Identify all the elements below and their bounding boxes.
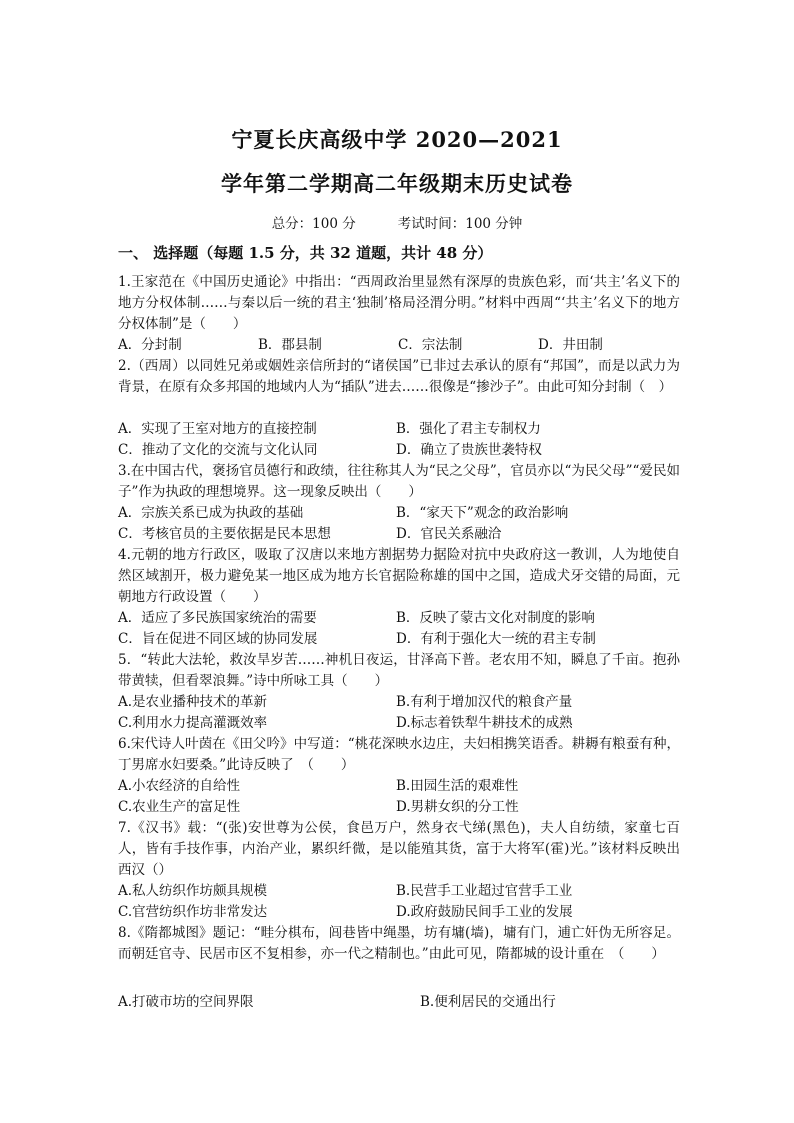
question-1: 1.王家范在《中国历史通论》中指出：“西周政治里显然有深厚的贵族色彩，而‘共主’名义下的地方分权体制……与秦以后一统的君主‘独制’格局泾渭分明。”材料中西周“‘共主’名义下的地方分权体制”是（ ）	[118, 274, 680, 332]
option-b: B．反映了蒙古文化对制度的影响	[396, 610, 595, 626]
option-b: B．强化了君主专制权力	[396, 421, 541, 437]
exam-time: 考试时间：100 分钟	[397, 216, 523, 232]
question-4-options	[118, 608, 680, 650]
question-2: 2.（西周）以同姓兄弟或姻姓亲信所封的“诸侯国”已非过去承认的原有“邦国”，而是以武力为背景，在原有众多邦国的地域内人为“插队”进去……很像是“掺沙子”。由此可知分封制（ ）	[118, 358, 680, 395]
question-2-options	[118, 419, 680, 461]
exam-title-line1: 宁夏长庆高级中学 2020—2021	[231, 127, 563, 152]
option-c: C．宗法制	[398, 337, 463, 353]
option-c: C．推动了文化的交流与文化认同	[118, 442, 318, 458]
exam-title-line2: 学年第二学期高二年级期末历史试卷	[221, 171, 573, 196]
question-6-options	[118, 776, 680, 818]
option-b: B.田园生活的艰难性	[396, 778, 519, 794]
option-b: B．郡县制	[258, 337, 322, 353]
option-b: B.民营手工业超过官营手工业	[396, 883, 573, 899]
question-5: 5．“转此大法轮，救汝旱岁苦……神机日夜运，甘泽高下普。老农用不知，瞬息了千亩。抱孙带黄犊，但看翠浪舞。”诗中所咏工具（ ）	[118, 652, 680, 689]
option-d: D．井田制	[538, 337, 603, 353]
option-c: C．旨在促进不同区域的协同发展	[118, 631, 318, 647]
total-score: 总分：100 分	[271, 216, 356, 232]
question-8: 8.《隋都城图》题记：“畦分棋布，闾巷皆中绳墨，坊有墉(墙)，墉有门，逋亡奸伪无所容足。而朝廷官寺、民居市区不复相参，亦一代之精制也。”由此可见，隋都城的设计重在 （ ）	[118, 925, 680, 962]
option-b: B.便利居民的交通出行	[420, 994, 556, 1010]
option-a: A.打破市坊的空间界限	[118, 994, 254, 1010]
option-b: B．“家天下”观念的政治影响	[396, 505, 569, 521]
option-c: C.官营纺织作坊非常发达	[118, 904, 268, 920]
option-b: B.有利于增加汉代的粮食产量	[396, 694, 573, 710]
option-d: D．有利于强化大一统的君主专制	[396, 631, 596, 647]
question-7: 7.《汉书》载：“(张)安世尊为公侯，食邑万户，然身衣弋绨(黑色)，夫人自纺绩，家童七百人，皆有手技作事，内治产业，累织纤微，是以能殖其货，富于大将军(霍)光。”该材料反映出西汉（）	[118, 820, 680, 878]
option-d: D．确立了贵族世袭特权	[396, 442, 542, 458]
question-1-options	[118, 335, 680, 356]
question-7-options	[118, 881, 680, 923]
question-3-options	[118, 503, 680, 545]
option-d: D.男耕女织的分工性	[396, 799, 519, 815]
question-8-options	[118, 992, 680, 1013]
question-4: 4.元朝的地方行政区，吸取了汉唐以来地方割据势力据险对抗中央政府这一教训，人为地使自然区域割开，极力避免某一地区成为地方长官据险称雄的国中之国，造成犬牙交错的局面，元朝地方行政设置（ ）	[118, 547, 680, 605]
option-d: D.政府鼓励民间手工业的发展	[396, 904, 573, 920]
option-a: A．宗族关系已成为执政的基础	[118, 505, 304, 521]
option-c: C.农业生产的富足性	[118, 799, 241, 815]
option-a: A.私人纺织作坊颇具规模	[118, 883, 268, 899]
option-a: A．实现了王室对地方的直接控制	[118, 421, 317, 437]
question-6: 6.宋代诗人叶茵在《田父吟》中写道：“桃花深映水边庄，夫妇相携笑语香。耕耨有粮蚕有种，丁男席水妇要桑。”此诗反映了 （ ）	[118, 736, 680, 773]
question-5-options	[118, 692, 680, 734]
option-a: A．适应了多民族国家统治的需要	[118, 610, 317, 626]
exam-meta	[0, 212, 794, 232]
option-d: D.标志着铁犁牛耕技术的成熟	[396, 715, 573, 731]
option-a: A．分封制	[118, 337, 182, 353]
option-d: D．官民关系融洽	[396, 526, 502, 542]
option-c: C．考核官员的主要依据是民本思想	[118, 526, 331, 542]
option-a: A.是农业播种技术的革新	[118, 694, 268, 710]
section-title: 一、 选择题（每题 1.5 分，共 32 道题，共计 48 分）	[118, 244, 493, 262]
option-a: A.小农经济的自给性	[118, 778, 241, 794]
option-c: C.利用水力提高灌溉效率	[118, 715, 268, 731]
question-3: 3.在中国古代，褒扬官员德行和政绩，往往称其人为“民之父母”，官员亦以“为民父母”“爱民如子”作为执政的理想境界。这一现象反映出（ ）	[118, 463, 680, 500]
